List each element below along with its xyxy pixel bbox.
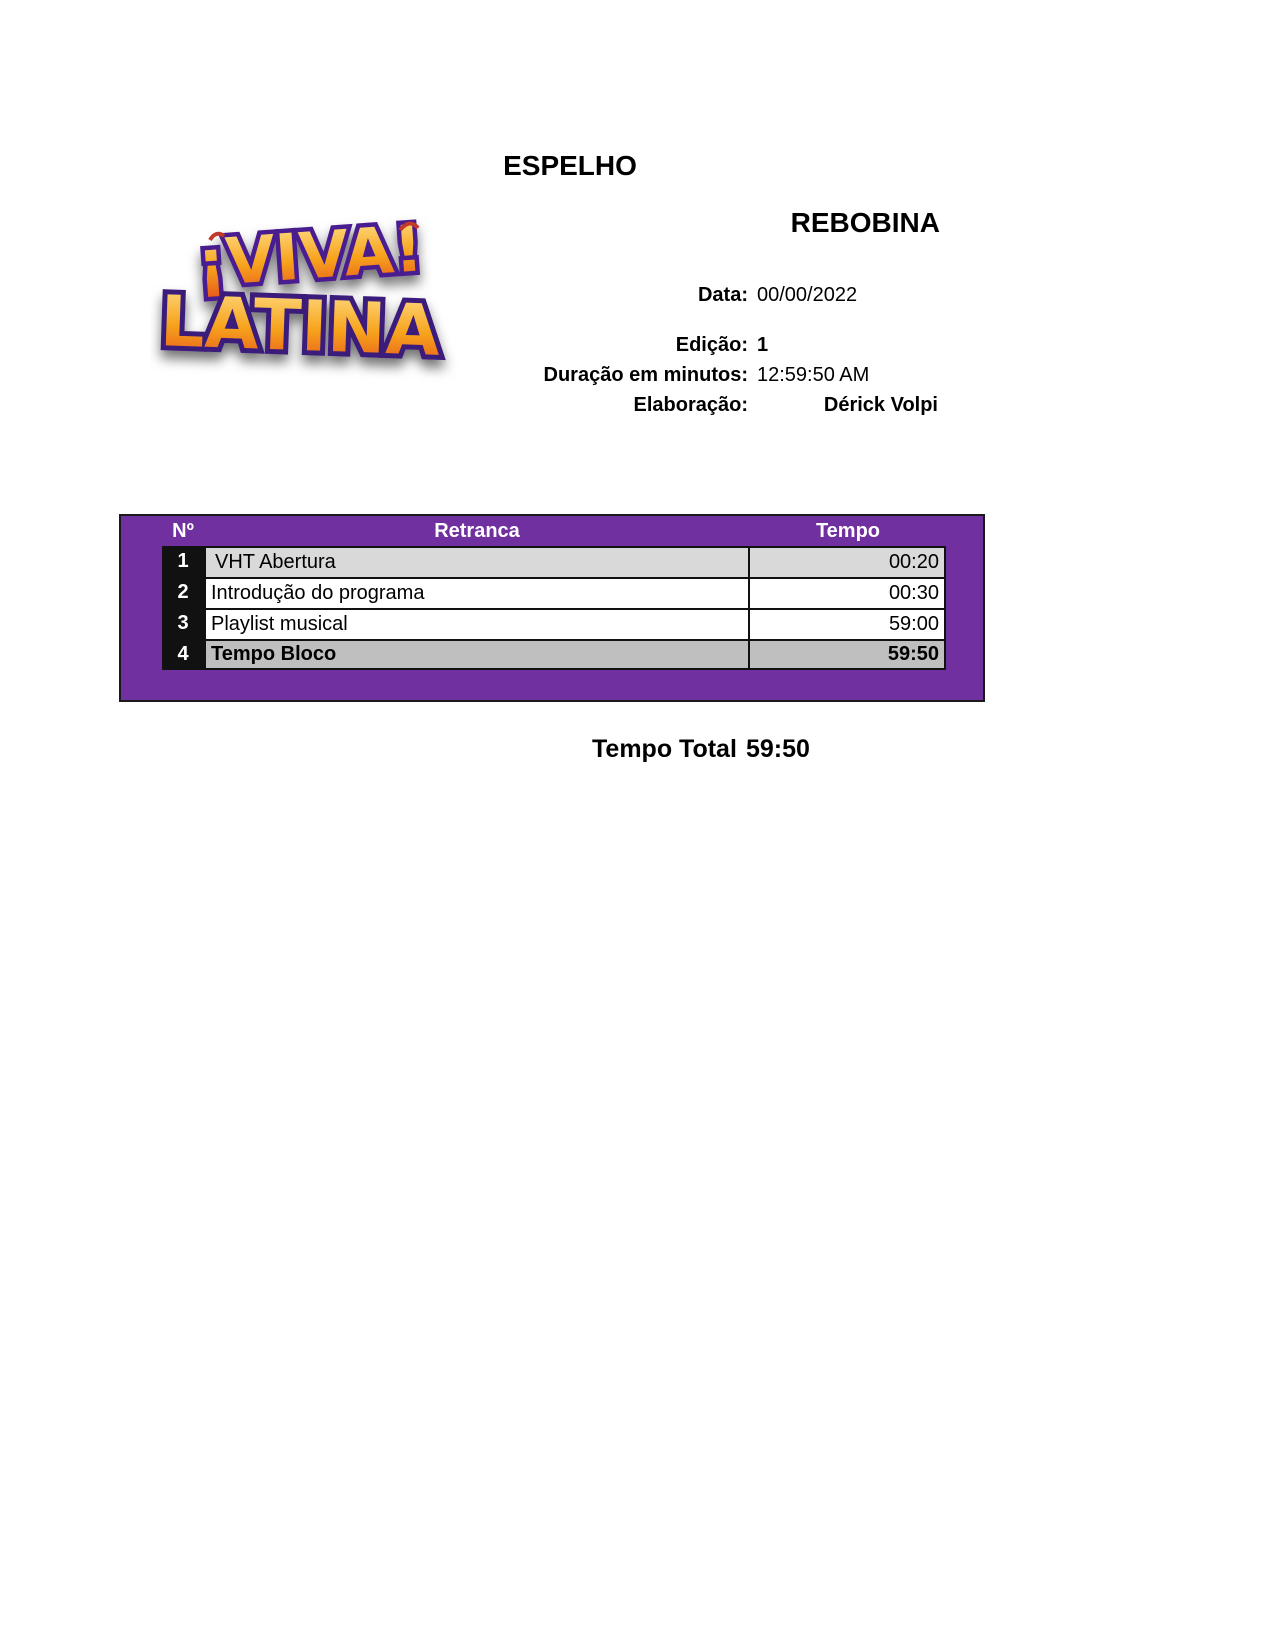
date-label: Data:	[697, 284, 748, 306]
svg-text:¡VIVA!: ¡VIVA!	[194, 212, 426, 302]
row-segment: VHT Abertura	[204, 546, 750, 577]
program-title: REBOBINA	[790, 207, 940, 238]
svg-text:LATINA: LATINA	[158, 280, 442, 372]
date-value: 00/00/2022	[757, 284, 858, 306]
document-heading: ESPELHO	[503, 150, 637, 181]
edition-label: Edição:	[675, 334, 748, 356]
table-row	[162, 546, 946, 577]
rundown-table	[119, 514, 985, 702]
total-label: Tempo Total	[592, 735, 737, 763]
row-time: 00:30	[750, 577, 946, 608]
author-value: Dérick Volpi	[823, 394, 938, 416]
row-number: 3	[162, 608, 204, 639]
row-segment: Tempo Bloco	[204, 639, 750, 670]
row-number: 2	[162, 577, 204, 608]
row-segment: Playlist musical	[204, 608, 750, 639]
total-value: 59:50	[746, 735, 810, 763]
column-header-segment: Retranca	[434, 520, 520, 542]
duration-value: 12:59:50 AM	[757, 364, 870, 386]
rundown-rows	[162, 546, 946, 670]
edition-value: 1	[757, 334, 769, 356]
table-row	[162, 608, 946, 639]
row-time: 00:20	[750, 546, 946, 577]
row-time: 59:50	[750, 639, 946, 670]
row-time: 59:00	[750, 608, 946, 639]
table-row	[162, 577, 946, 608]
row-segment: Introdução do programa	[204, 577, 750, 608]
column-header-number: Nº	[172, 520, 194, 542]
table-row-block-total	[162, 639, 946, 670]
author-label: Elaboração:	[633, 394, 748, 416]
row-number: 4	[162, 639, 204, 670]
duration-label: Duração em minutos:	[543, 364, 748, 386]
column-header-time: Tempo	[815, 520, 881, 542]
logo-graphic	[150, 200, 470, 400]
viva-latina-logo	[150, 200, 470, 400]
row-number: 1	[162, 546, 204, 577]
